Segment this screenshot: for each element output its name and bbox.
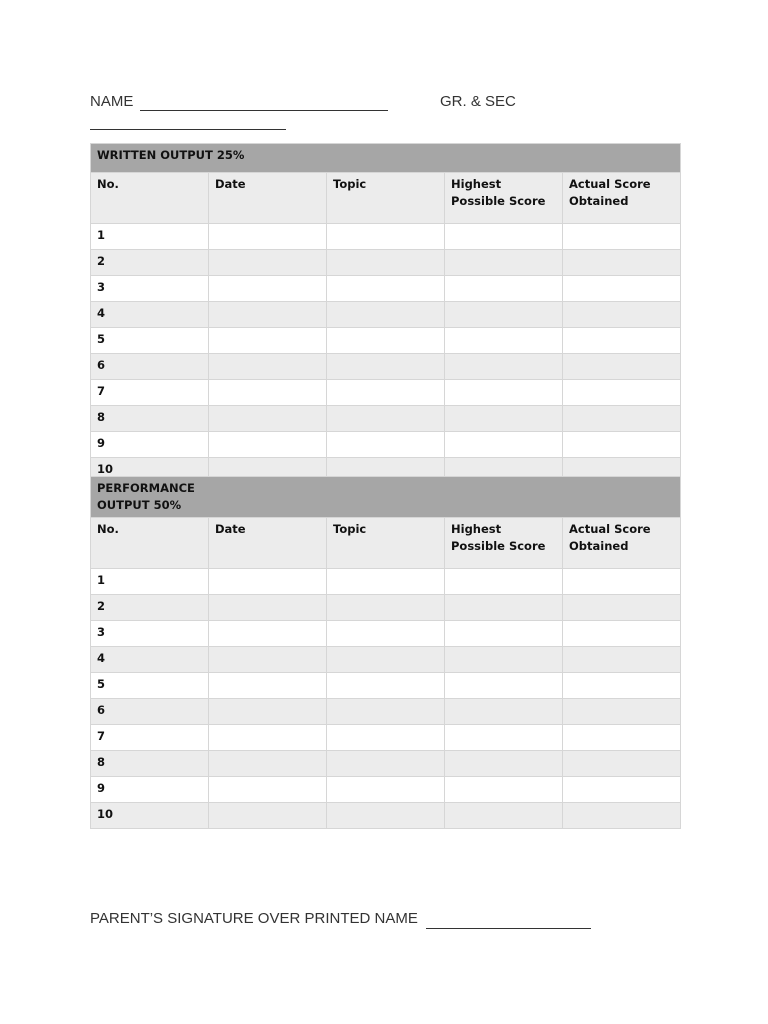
parent-signature-label: PARENT’S SIGNATURE OVER PRINTED NAME xyxy=(90,910,418,927)
written-output-title-row xyxy=(91,144,681,173)
highest-score-cell[interactable] xyxy=(445,250,563,276)
row-number: 7 xyxy=(91,725,209,751)
table-row xyxy=(91,432,681,458)
actual-score-cell[interactable] xyxy=(563,406,681,432)
row-number: 9 xyxy=(91,777,209,803)
highest-score-cell[interactable] xyxy=(445,432,563,458)
highest-score-cell[interactable] xyxy=(445,328,563,354)
date-cell[interactable] xyxy=(209,406,327,432)
actual-score-cell[interactable] xyxy=(563,777,681,803)
date-cell[interactable] xyxy=(209,569,327,595)
date-cell[interactable] xyxy=(209,224,327,250)
row-number: 5 xyxy=(91,328,209,354)
topic-cell[interactable] xyxy=(327,621,445,647)
table-row xyxy=(91,380,681,406)
date-cell[interactable] xyxy=(209,354,327,380)
written-output-title: WRITTEN OUTPUT 25% xyxy=(91,144,681,173)
date-cell[interactable] xyxy=(209,725,327,751)
table-row xyxy=(91,803,681,829)
grade-section-label: GR. & SEC xyxy=(440,93,516,110)
date-cell[interactable] xyxy=(209,276,327,302)
row-number: 5 xyxy=(91,673,209,699)
column-header-no: No. xyxy=(91,518,209,569)
topic-cell[interactable] xyxy=(327,751,445,777)
highest-score-cell[interactable] xyxy=(445,751,563,777)
topic-cell[interactable] xyxy=(327,647,445,673)
column-header-actual-score: Actual Score Obtained xyxy=(563,518,681,569)
topic-cell[interactable] xyxy=(327,725,445,751)
actual-score-cell[interactable] xyxy=(563,569,681,595)
highest-score-cell[interactable] xyxy=(445,406,563,432)
actual-score-cell[interactable] xyxy=(563,302,681,328)
row-number: 9 xyxy=(91,432,209,458)
row-number: 1 xyxy=(91,224,209,250)
date-cell[interactable] xyxy=(209,777,327,803)
actual-score-cell[interactable] xyxy=(563,250,681,276)
table-row xyxy=(91,224,681,250)
parent-signature-blank-line[interactable] xyxy=(426,928,591,929)
topic-cell[interactable] xyxy=(327,595,445,621)
topic-cell[interactable] xyxy=(327,673,445,699)
table-row xyxy=(91,250,681,276)
highest-score-cell[interactable] xyxy=(445,777,563,803)
actual-score-cell[interactable] xyxy=(563,224,681,250)
performance-title-line2: OUTPUT 50% xyxy=(97,498,182,512)
highest-score-cell[interactable] xyxy=(445,380,563,406)
topic-cell[interactable] xyxy=(327,302,445,328)
table-row xyxy=(91,699,681,725)
name-blank-line[interactable] xyxy=(140,110,388,111)
date-cell[interactable] xyxy=(209,250,327,276)
row-number: 7 xyxy=(91,380,209,406)
topic-cell[interactable] xyxy=(327,276,445,302)
topic-cell[interactable] xyxy=(327,328,445,354)
table-row xyxy=(91,276,681,302)
highest-score-cell[interactable] xyxy=(445,621,563,647)
actual-score-cell[interactable] xyxy=(563,751,681,777)
actual-score-cell[interactable] xyxy=(563,328,681,354)
column-header-highest-score: Highest Possible Score xyxy=(445,518,563,569)
row-number: 2 xyxy=(91,595,209,621)
written-output-table xyxy=(90,143,681,484)
column-header-actual-score: Actual Score Obtained xyxy=(563,173,681,224)
date-cell[interactable] xyxy=(209,803,327,829)
actual-score-cell[interactable] xyxy=(563,621,681,647)
performance-title-line1: PERFORMANCE xyxy=(97,481,195,495)
date-cell[interactable] xyxy=(209,647,327,673)
table-row xyxy=(91,777,681,803)
row-number: 10 xyxy=(91,803,209,829)
date-cell[interactable] xyxy=(209,302,327,328)
column-header-topic: Topic xyxy=(327,173,445,224)
actual-score-cell[interactable] xyxy=(563,699,681,725)
row-number: 3 xyxy=(91,621,209,647)
topic-cell[interactable] xyxy=(327,250,445,276)
row-number: 1 xyxy=(91,569,209,595)
date-cell[interactable] xyxy=(209,432,327,458)
actual-score-cell[interactable] xyxy=(563,725,681,751)
table-row xyxy=(91,595,681,621)
date-cell[interactable] xyxy=(209,699,327,725)
topic-cell[interactable] xyxy=(327,699,445,725)
highest-score-cell[interactable] xyxy=(445,302,563,328)
written-header-row xyxy=(91,173,681,224)
table-row xyxy=(91,621,681,647)
row-number: 8 xyxy=(91,406,209,432)
date-cell[interactable] xyxy=(209,673,327,699)
highest-score-cell[interactable] xyxy=(445,725,563,751)
actual-score-cell[interactable] xyxy=(563,432,681,458)
name-label: NAME xyxy=(90,93,134,110)
column-header-highest-score: Highest Possible Score xyxy=(445,173,563,224)
row-number: 2 xyxy=(91,250,209,276)
table-row xyxy=(91,406,681,432)
date-cell[interactable] xyxy=(209,328,327,354)
row-number: 10 xyxy=(91,458,209,484)
topic-cell[interactable] xyxy=(327,224,445,250)
highest-score-cell[interactable] xyxy=(445,569,563,595)
actual-score-cell[interactable] xyxy=(563,354,681,380)
highest-score-cell[interactable] xyxy=(445,276,563,302)
highest-score-cell[interactable] xyxy=(445,673,563,699)
row-number: 4 xyxy=(91,302,209,328)
topic-cell[interactable] xyxy=(327,380,445,406)
table-row xyxy=(91,302,681,328)
table-row xyxy=(91,751,681,777)
row-number: 6 xyxy=(91,699,209,725)
performance-header-row xyxy=(91,518,681,569)
actual-score-cell[interactable] xyxy=(563,803,681,829)
topic-cell[interactable] xyxy=(327,777,445,803)
topic-cell[interactable] xyxy=(327,432,445,458)
topic-cell[interactable] xyxy=(327,406,445,432)
grade-section-blank-line[interactable] xyxy=(90,129,286,130)
highest-score-cell[interactable] xyxy=(445,354,563,380)
table-row xyxy=(91,354,681,380)
highest-score-cell[interactable] xyxy=(445,224,563,250)
performance-output-table xyxy=(90,476,681,829)
topic-cell[interactable] xyxy=(327,354,445,380)
date-cell[interactable] xyxy=(209,595,327,621)
actual-score-cell[interactable] xyxy=(563,673,681,699)
highest-score-cell[interactable] xyxy=(445,699,563,725)
column-header-no: No. xyxy=(91,173,209,224)
table-row xyxy=(91,569,681,595)
table-row xyxy=(91,725,681,751)
actual-score-cell[interactable] xyxy=(563,647,681,673)
date-cell[interactable] xyxy=(209,380,327,406)
column-header-topic: Topic xyxy=(327,518,445,569)
performance-output-title-row xyxy=(91,477,681,518)
table-row xyxy=(91,328,681,354)
table-row xyxy=(91,647,681,673)
highest-score-cell[interactable] xyxy=(445,595,563,621)
table-row xyxy=(91,673,681,699)
highest-score-cell[interactable] xyxy=(445,647,563,673)
row-number: 6 xyxy=(91,354,209,380)
row-number: 4 xyxy=(91,647,209,673)
topic-cell[interactable] xyxy=(327,569,445,595)
row-number: 3 xyxy=(91,276,209,302)
date-cell[interactable] xyxy=(209,751,327,777)
topic-cell[interactable] xyxy=(327,803,445,829)
actual-score-cell[interactable] xyxy=(563,380,681,406)
performance-output-title xyxy=(91,477,681,518)
column-header-date: Date xyxy=(209,173,327,224)
column-header-date: Date xyxy=(209,518,327,569)
date-cell[interactable] xyxy=(209,621,327,647)
actual-score-cell[interactable] xyxy=(563,276,681,302)
row-number: 8 xyxy=(91,751,209,777)
highest-score-cell[interactable] xyxy=(445,803,563,829)
actual-score-cell[interactable] xyxy=(563,595,681,621)
